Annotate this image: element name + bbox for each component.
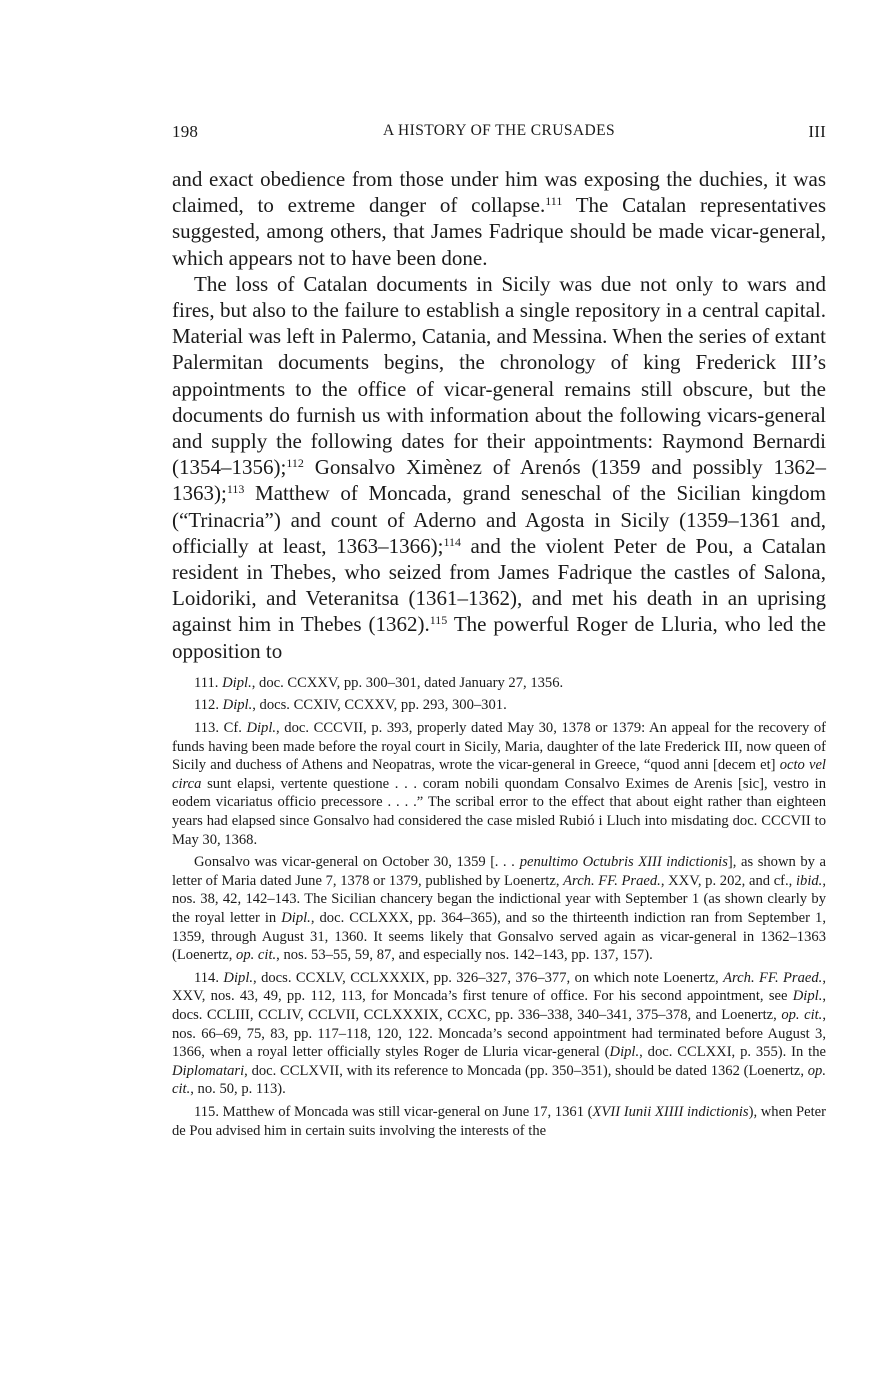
footnote-number: 112.	[194, 697, 219, 714]
text-run: , XXV, p. 202, and cf.,	[660, 872, 796, 889]
italic-run: Dipl.	[222, 697, 253, 714]
footnote-ref: 112	[286, 456, 304, 471]
text-run: sunt elapsi, vertente questione . . . coram nobili quondam Consalvo Eximes de Arenis [sic], vestro in eodem vicariatus officio precessore . . . .” The scribal error to the effect that about eight rather than eighteen years had elapsed since Gonsalvo had considered the case misled Rubió i Lluch into misdating doc. CCCVII to May 30, 1368.	[172, 775, 826, 848]
footnote-114	[172, 969, 826, 1099]
italic-run: octo vel circa	[172, 757, 826, 792]
text-run: Gonsalvo was vicar-general on October 30, 1359 [	[194, 854, 496, 871]
italic-run: op. cit.	[236, 947, 277, 964]
italic-run: Dipl.	[246, 720, 277, 737]
main-text	[172, 166, 826, 664]
footnote-113-continued	[172, 853, 826, 965]
text-run: Matthew of Moncada, grand seneschal of the Sicilian kingdom (“Trinacria”) and count of Aderno and Agosta in Sicily (1359–1361 and, officially at least, 1363–1366);	[172, 481, 826, 558]
text-run: , docs. CCLIII, CCLIV, CCLVII, CCLXXXIX, CCXC, pp. 336–338, 340–341, 375–378, and Loenertz,	[172, 988, 826, 1023]
italic-run: Dipl.	[281, 909, 311, 926]
italic-run: Dipl.	[222, 674, 252, 691]
footnote-115	[172, 1103, 826, 1140]
footnote-ref: 113	[226, 482, 245, 497]
text-run: The loss of Catalan documents in Sicily was due not only to wars and fires, but also to the failure to establish a single repository in a central capital. Material was left in Palermo, Catania, and Messina. When the series of extant Palermitan documents begins, the chronology of king Frederick III’s appointments to the office of vicar-general remains still obscure, but the documents do furnish us with information about the following vicars-general and supply the following dates for their appointments: Raymond Bernardi (1354–1356);	[172, 271, 826, 480]
italic-run: op. cit.	[172, 1062, 826, 1098]
text-run: , doc. CCLXVII, with its reference to Moncada (pp. 350–351), should be dated 1362 (Loenertz,	[244, 1062, 808, 1079]
italic-run: Arch. FF. Praed.	[723, 969, 823, 986]
book-page	[172, 122, 826, 1144]
footnotes	[172, 674, 826, 1140]
italic-run: Dipl.	[223, 969, 254, 986]
footnote-number: 114.	[194, 969, 219, 986]
text-run: , doc. CCCVII, p. 393, properly dated May 30, 1378 or 1379: An appeal for the recovery of funds having been made before the royal court in Sicily, Maria, daughter of the late Frederick III, now queen of Sicily and duchess of Athens and Neopatras, wrote the vicar-general in Greece, “quod anni [decem et]	[172, 720, 826, 774]
body-paragraph	[172, 166, 826, 271]
text-run: , nos. 66–69, 75, 83, pp. 117–118, 120, 122. Moncada’s second appointment had terminated before August 3, 1366, when a royal letter officially styles Roger de Lluria vicar-general (	[172, 1006, 826, 1061]
footnote-ref: 114	[443, 534, 461, 549]
text-run: ], as shown by a letter of Maria dated June 7, 1378 or 1379, published by Loenertz,	[172, 854, 826, 889]
text-run: , docs. CCXIV, CCXXV, pp. 293, 300–301.	[252, 697, 507, 714]
italic-run: Arch. FF. Praed.	[563, 872, 661, 889]
footnote-113	[172, 719, 826, 849]
text-run: , doc. CCXXV, pp. 300–301, dated January 27, 1356.	[251, 674, 564, 691]
text-run: and the violent Peter de Pou, a Catalan resident in Thebes, who seized from James Fadrique the castles of Salona, Loidoriki, and Veteranitsa (1361–1362), and met his death in an uprising against him in Thebes (1362).	[172, 533, 826, 637]
body-paragraph	[172, 271, 826, 664]
volume-number: III	[808, 122, 826, 141]
italic-run: op. cit.	[781, 1006, 823, 1023]
running-header	[172, 122, 826, 152]
footnote-number: 115.	[194, 1103, 219, 1120]
text-run: Matthew of Moncada was still vicar-general on June 17, 1361 (	[222, 1103, 593, 1120]
text-run: , doc. CCLXXI, p. 355). In the	[639, 1044, 826, 1061]
text-run: ), when Peter de Pou advised him in certain suits involving the interests of the	[172, 1103, 827, 1139]
italic-run: . . . penultimo Octubris XIII indictionis	[495, 854, 728, 871]
footnote-112	[172, 696, 826, 715]
text-run: Cf.	[223, 720, 247, 737]
text-run: , doc. CCLXXX, pp. 364–365), and so the thirteenth indiction ran from September 1, 1359, through August 31, 1360. It seems likely that Gonsalvo served again as vicar-general in 1362–1363 (Loenertz,	[172, 909, 826, 964]
running-title: A HISTORY OF THE CRUSADES	[383, 122, 615, 139]
italic-run: Dipl.	[609, 1044, 640, 1061]
footnote-number: 111.	[194, 674, 219, 691]
footnote-number: 113.	[194, 720, 219, 737]
text-run: The Catalan representatives suggested, among others, that James Fadrique should be made vicar-general, which appears not to have been done.	[172, 193, 826, 270]
italic-run: Diplomatari	[172, 1062, 245, 1079]
italic-run: ibid.	[795, 872, 823, 889]
footnote-111	[172, 674, 826, 693]
page-number: 198	[172, 122, 199, 141]
italic-run: Dipl.	[792, 988, 823, 1005]
text-run: , XXV, nos. 43, 49, pp. 112, 113, for Moncada’s first tenure of office. For his second appointment, see	[172, 969, 826, 1005]
text-run: , nos. 53–55, 59, 87, and especially nos. 142–143, pp. 137, 157).	[276, 947, 653, 964]
footnote-ref: 115	[429, 613, 448, 628]
text-run: , no. 50, p. 113).	[190, 1081, 286, 1098]
text-run: The powerful Roger de Lluria, who led the opposition to	[172, 612, 826, 663]
text-run: , docs. CCXLV, CCLXXXIX, pp. 326–327, 376–377, on which note Loenertz,	[253, 969, 724, 986]
text-run: , nos. 38, 42, 142–143. The Sicilian chancery began the indictional year with September 1 (as shown clearly by the royal letter in	[172, 872, 826, 926]
italic-run: XVII Iunii XIIII indictionis	[592, 1103, 749, 1120]
text-run: Gonsalvo Ximènez of Arenós (1359 and possibly 1362–1363);	[172, 455, 826, 506]
text-run: and exact obedience from those under him was exposing the duchies, it was claimed, to extreme danger of collapse.	[172, 167, 826, 218]
footnote-ref: 111	[545, 194, 563, 209]
